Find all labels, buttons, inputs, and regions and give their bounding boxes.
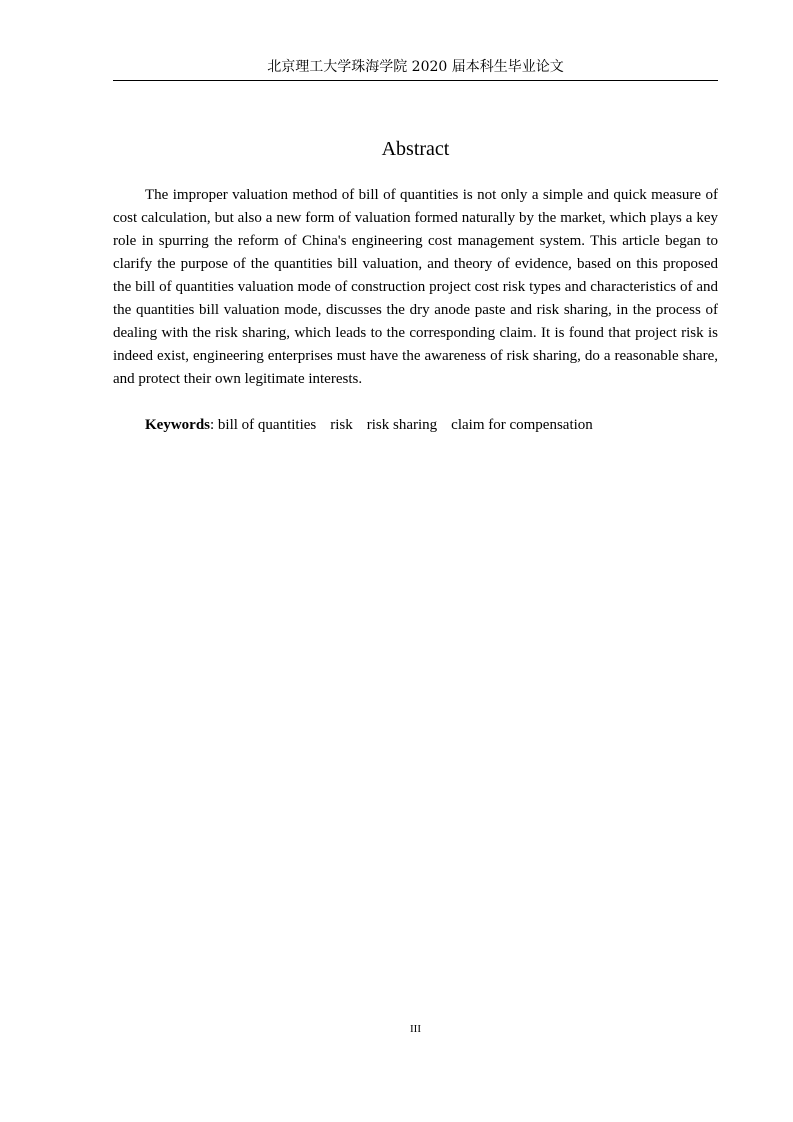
page-number: III bbox=[410, 1023, 421, 1035]
abstract-body: The improper valuation method of bill of quantities is not only a simple and quick measure of cost calculation, but also a new form of valuation formed naturally by the market, which plays a key role in spurring the reform of China's engineering cost management system. This article began to clarify the purpose of the quantities bill valuation, and theory of evidence, based on this proposed the bill of quantities valuation mode of construction project cost risk types and characteristics of and the quantities bill valuation mode, discusses the dry anode paste and risk sharing, in the process of dealing with the risk sharing, which leads to the corresponding claim. It is found that project risk is indeed exist, engineering enterprises must have the awareness of risk sharing, do a reasonable share, and protect their own legitimate interests. bbox=[113, 187, 718, 387]
keyword-item: claim for compensation bbox=[451, 417, 593, 433]
abstract-title: Abstract bbox=[381, 138, 450, 160]
running-header: 北京理工大学珠海学院 2020 届本科生毕业论文 bbox=[267, 59, 564, 75]
keywords-line bbox=[145, 414, 718, 437]
keywords-label: Keywords bbox=[145, 417, 210, 433]
keywords-separator: : bbox=[210, 417, 218, 433]
keyword-item: risk bbox=[330, 417, 353, 433]
keyword-item: risk sharing bbox=[366, 417, 438, 433]
header-rule bbox=[113, 80, 718, 81]
keyword-item: bill of quantities bbox=[217, 417, 317, 433]
